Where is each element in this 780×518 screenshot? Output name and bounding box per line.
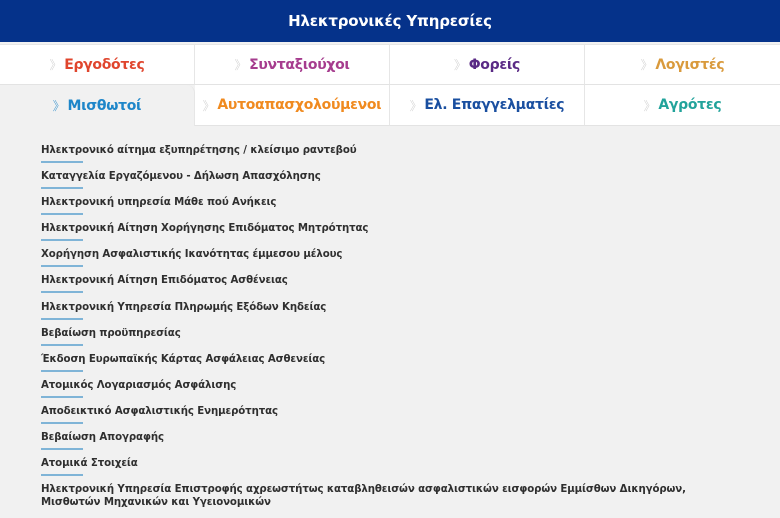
tab-3[interactable] — [390, 44, 585, 85]
tab-2[interactable] — [195, 44, 390, 85]
underline-divider — [41, 265, 83, 267]
tab-label: Συνταξιούχοι — [249, 56, 350, 73]
underline-divider — [41, 474, 83, 476]
service-label[interactable]: Ηλεκτρονικό αίτημα εξυπηρέτησης / κλείσιμο ραντεβού — [41, 145, 357, 156]
tab-label: Φορείς — [468, 56, 520, 73]
tab-6[interactable] — [195, 85, 390, 126]
tab-5[interactable] — [0, 85, 195, 126]
service-link[interactable] — [41, 274, 780, 300]
service-label[interactable]: Ηλεκτρονική υπηρεσία Μάθε πού Ανήκεις — [41, 197, 277, 209]
underline-divider — [41, 161, 83, 163]
chevron-right-icon: 》 — [234, 58, 247, 72]
underline-divider — [41, 239, 83, 241]
service-link[interactable] — [41, 301, 780, 327]
service-link[interactable] — [41, 327, 780, 353]
service-label[interactable]: Ατομικός Λογαριασμός Ασφάλισης — [41, 379, 237, 391]
service-label[interactable]: Ατομικά Στοιχεία — [41, 458, 138, 470]
service-link[interactable] — [41, 431, 780, 457]
service-link[interactable] — [41, 353, 780, 379]
underline-divider — [41, 187, 83, 189]
service-label[interactable]: Ηλεκτρονική Αίτηση Χορήγησης Επιδόματος Μητρότητας — [41, 223, 369, 235]
services-header — [0, 0, 780, 42]
tab-label: Μισθωτοί — [67, 97, 142, 114]
service-label[interactable]: Βεβαίωση Απογραφής — [41, 432, 164, 444]
service-link[interactable] — [41, 248, 780, 274]
chevron-right-icon: 》 — [643, 98, 656, 113]
category-tabs — [0, 42, 780, 126]
service-label[interactable]: Αποδεικτικό Ασφαλιστικής Ενημερότητας — [41, 405, 278, 417]
service-label[interactable]: Ηλεκτρονική Αίτηση Επιδόματος Ασθένειας — [41, 275, 288, 287]
chevron-right-icon: 》 — [52, 99, 65, 113]
underline-divider — [41, 318, 83, 320]
tab-label: Εργοδότες — [64, 56, 145, 73]
chevron-right-icon: 》 — [454, 58, 466, 72]
tab-label: Λογιστές — [655, 56, 725, 73]
underline-divider — [41, 422, 83, 424]
service-link[interactable] — [41, 405, 780, 431]
service-link[interactable] — [41, 379, 780, 405]
service-link[interactable] — [41, 144, 780, 170]
underline-divider — [41, 448, 83, 450]
tab-label: Αυτοαπασχολούμενοι — [217, 97, 382, 113]
tab-label: Αγρότες — [658, 97, 722, 113]
page-title: Ηλεκτρονικές Υπηρεσίες — [288, 12, 492, 30]
tab-7[interactable] — [390, 85, 585, 126]
chevron-right-icon: 》 — [640, 58, 653, 72]
service-link[interactable] — [41, 222, 780, 248]
tab-8[interactable] — [585, 85, 780, 126]
service-label[interactable]: Έκδοση Ευρωπαϊκής Κάρτας Ασφάλειας Ασθενείας — [41, 353, 326, 365]
service-label[interactable]: Χορήγηση Ασφαλιστικής Ικανότητας έμμεσου μέλους — [41, 249, 343, 261]
underline-divider — [41, 344, 83, 346]
service-link[interactable] — [41, 483, 780, 518]
service-label[interactable]: Βεβαίωση προϋπηρεσίας — [41, 327, 181, 339]
tab-label: Ελ. Επαγγελματίες — [424, 97, 565, 113]
underline-divider — [41, 396, 83, 398]
service-link[interactable] — [41, 457, 780, 483]
service-link[interactable] — [41, 170, 780, 196]
service-label[interactable]: Καταγγελία Εργαζόμενου - Δήλωση Απασχόλησης — [41, 171, 321, 183]
service-label[interactable]: Ηλεκτρονική Υπηρεσία Πληρωμής Εξόδων Κηδείας — [41, 301, 327, 313]
underline-divider — [41, 370, 83, 372]
services-list — [0, 126, 780, 518]
tab-4[interactable] — [585, 44, 780, 85]
service-label[interactable]: Ηλεκτρονική Υπηρεσία Επιστροφής αχρεωστήτως καταβληθεισών ασφαλιστικών εισφορών Εμμίσθων Δικηγόρων, Μισθωτών Μηχανικών και Υγειονομικών — [41, 484, 686, 509]
chevron-right-icon: 》 — [202, 98, 215, 113]
service-link[interactable] — [41, 196, 780, 222]
chevron-right-icon: 》 — [49, 58, 62, 72]
underline-divider — [41, 213, 83, 215]
chevron-right-icon: 》 — [409, 98, 422, 113]
underline-divider — [41, 291, 83, 293]
tab-1[interactable] — [0, 44, 195, 85]
